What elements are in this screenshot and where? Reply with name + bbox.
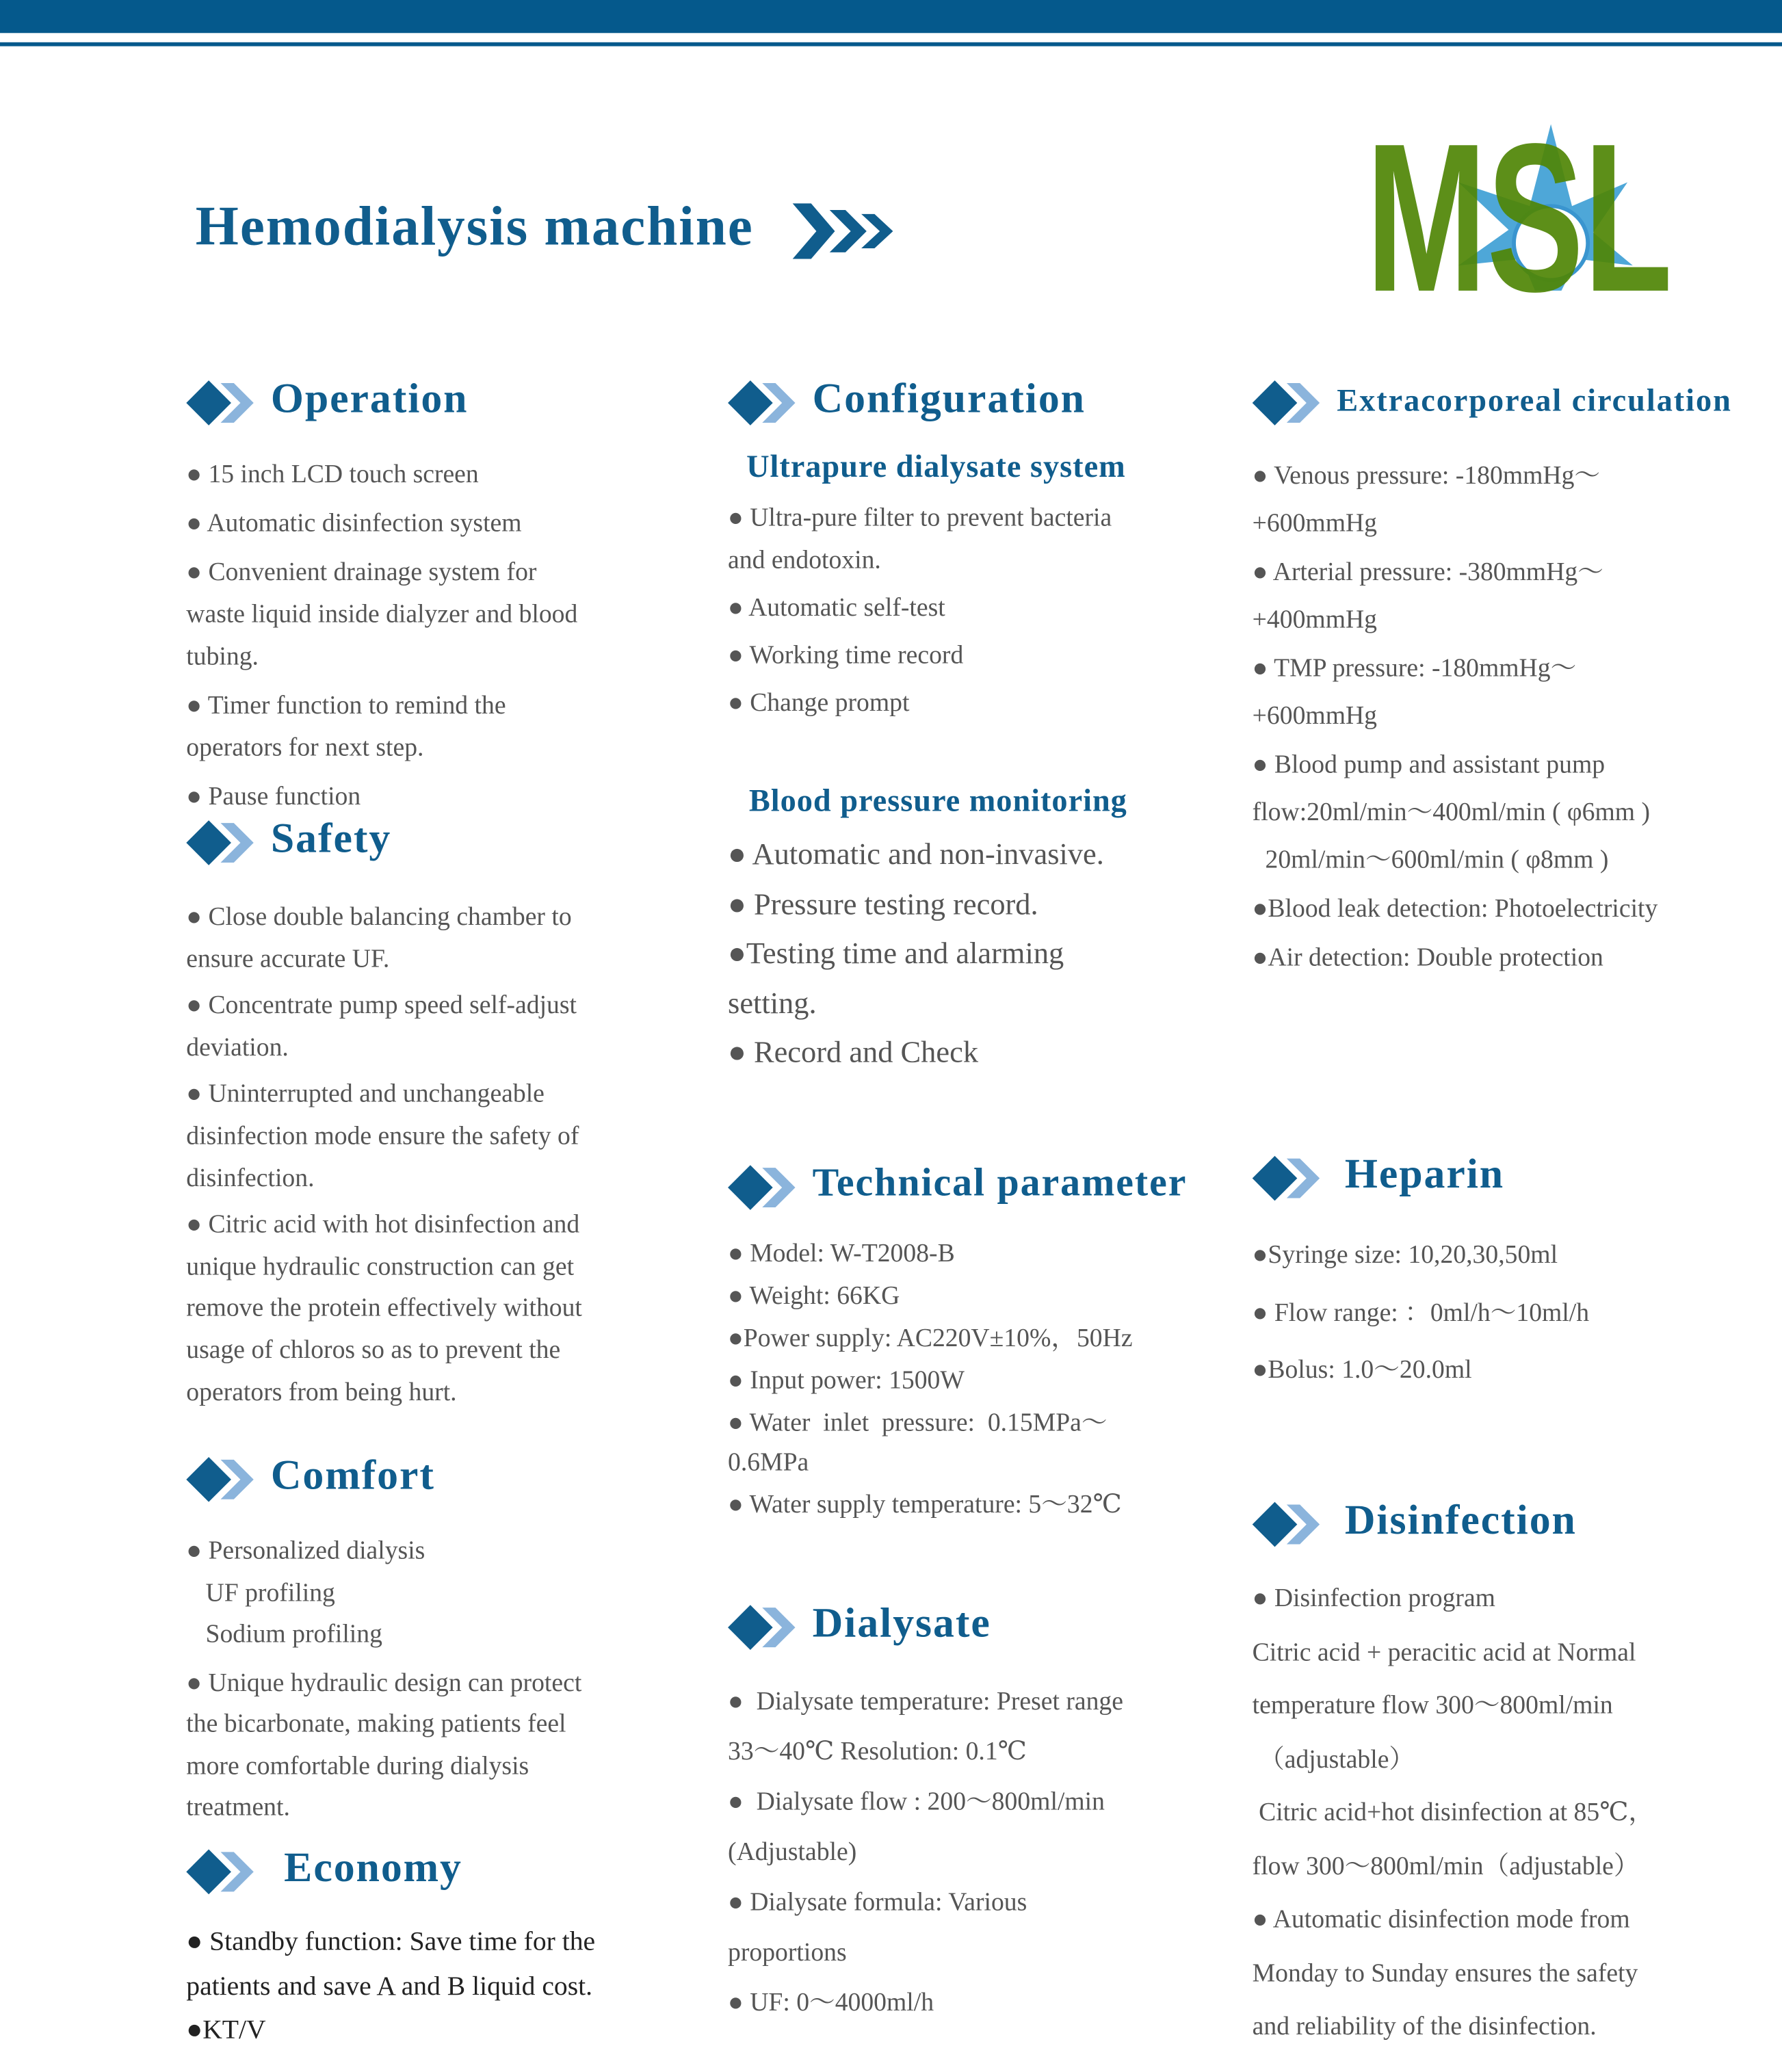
bullet-list [728,498,1112,731]
logo-lettering: MSL [1365,99,1673,336]
bullet-list [1253,1227,1589,1400]
bullet-list [728,1235,1133,1529]
list-item: ● Personalized dialysis UF profiling Sodium profiling [186,1537,425,1649]
list-item: ●Bolus: 1.0～20.0ml [1252,1356,1472,1385]
list-item: ● TMP pressure: -180mmHg～ +600mmHg [1252,655,1577,731]
heading-text: Safety [270,813,392,862]
list-item: ● Dialysate formula: Various proportions [728,1889,1027,1967]
bullet-list [728,1677,1123,2030]
list-item: ● Record and Check [728,1035,979,1069]
diamond-chevron-icon [186,1457,254,1502]
list-item: ●Blood leak detection: Photoelectricity [1252,895,1658,923]
list-item: ● Convenient drainage system for waste liquid inside dialyzer and blood tubing. [186,558,578,671]
diamond-chevron-icon [728,1605,796,1650]
diamond-chevron-icon [728,380,796,425]
list-item: ● Blood pump and assistant pump flow:20ml/min～400ml/min ( φ6mm ) 20ml/min～600ml/min ( φ8mm ) [1252,751,1651,875]
list-item: ●Power supply: AC220V±10%，50Hz [728,1324,1133,1353]
heading-text: Comfort [270,1450,435,1498]
list-item: ●KT/V [186,2015,266,2045]
list-item: ● Change prompt [728,690,910,718]
list-item: ● Model: W-T2008-B [728,1240,955,1268]
triple-chevron-icon [790,198,901,265]
heading-text: Technical parameter [812,1161,1188,1205]
list-item: ● Automatic and non-invasive. [728,837,1104,871]
diamond-chevron-icon [186,820,254,865]
diamond-chevron-icon [186,380,254,425]
subheading-ultrapure: Ultrapure dialysate system [746,450,1126,485]
list-item: ●Testing time and alarming setting. [728,936,1064,1019]
heading-text: Heparin [1344,1149,1505,1197]
heading-text: Configuration [812,373,1086,422]
heading-text: Dialysate [812,1598,991,1647]
list-item: ● Standby function: Save time for the patients and save A and B liquid cost. [186,1927,596,2001]
bullet-list [186,1921,595,2054]
bullet-list [186,454,577,826]
list-item: ● Water supply temperature: 5～32℃ [728,1491,1122,1519]
list-item: ● Ultra-pure filter to prevent bacteria and endotoxin. [728,504,1112,575]
diamond-chevron-icon [1253,380,1321,425]
list-item: ● Input power: 1500W [728,1367,965,1395]
list-item: ● Flow range: ：0ml/h～10ml/h [1252,1299,1590,1327]
bullet-list [1253,453,1658,984]
list-item: ● Disinfection program Citric acid + peracitic acid at Normal temperature flow 300～800ml/min （adjustable） Citric acid+hot disinfection at 85℃， flow 300～800ml/min（adjustable） [1252,1585,1655,1880]
list-item: ● Concentrate pump speed self-adjust deviation. [186,992,577,1062]
diamond-chevron-icon [1253,1156,1321,1201]
heading-text: Operation [270,373,469,422]
list-item: ● Venous pressure: -180mmHg～ +600mmHg [1252,462,1601,538]
diamond-chevron-icon [728,1165,796,1210]
bullet-list [186,897,582,1419]
page-title: Hemodialysis machine [195,196,754,258]
header-bar [0,0,1782,33]
list-item: ● Automatic disinfection system [186,510,522,538]
list-item: ●Syringe size: 10,20,30,50ml [1252,1242,1558,1270]
company-logo [1365,99,1673,336]
list-item: ● Pressure testing record. [728,887,1038,921]
list-item: ● Automatic self-test [728,594,945,622]
heading-text: Extracorporeal circulation [1337,384,1732,419]
list-item: ● Dialysate temperature: Preset range 33～40℃ Resolution: 0.1℃ [728,1688,1123,1766]
list-item: ● Dialysate flow : 200～800ml/min (Adjustable) [728,1788,1105,1866]
list-item: ● Arterial pressure: -380mmHg～ +400mmHg [1252,558,1603,634]
list-item: ● Citric acid with hot disinfection and unique hydraulic construction can get remove the protein effectively without usage of chloros so as to prevent the operators from being hurt. [186,1211,582,1406]
subheading-blood-pressure: Blood pressure monitoring [748,785,1127,819]
list-item: ● Uninterrupted and unchangeable disinfection mode ensure the safety of disinfection. [186,1081,579,1192]
list-item: ● Weight: 66KG [728,1283,900,1311]
list-item: ● 15 inch LCD touch screen [186,460,479,489]
bullet-list [186,1531,581,1835]
diamond-chevron-icon [1253,1502,1321,1547]
list-item: ●Air detection: Double protection [1252,944,1603,973]
header-divider [0,42,1782,47]
list-item: ● Unique hydraulic design can protect the bicarbonate, making patients feel more comfortable during dialysis treatment. [186,1668,582,1822]
list-item: ● UF: 0～4000ml/h [728,1989,934,2017]
list-item: ● Automatic disinfection mode from Monday to Sunday ensures the safety and reliability of the disinfection. [1252,1906,1638,2041]
heading-text: Economy [284,1842,462,1891]
diamond-chevron-icon [186,1850,254,1895]
list-item: ● Timer function to remind the operators for next step. [186,692,506,763]
list-item: ● Close double balancing chamber to ensure accurate UF. [186,903,572,973]
list-item: ● Working time record [728,642,964,670]
list-item: ● Water inlet pressure: 0.15MPa～ 0.6MPa [728,1409,1108,1477]
bullet-list [1253,1573,1654,2055]
heading-text: Disinfection [1344,1495,1577,1543]
bullet-list [728,830,1104,1077]
list-item: ● Pause function [186,783,361,811]
